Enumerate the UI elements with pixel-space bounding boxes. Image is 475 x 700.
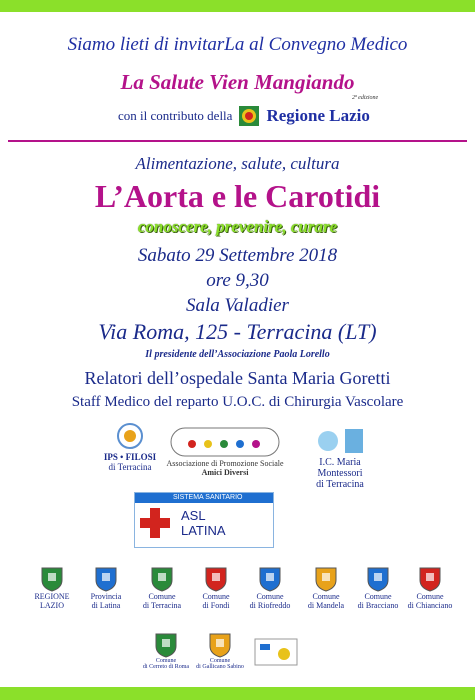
partner-logo-small — [254, 638, 298, 666]
region-name: Regione Lazio — [266, 106, 370, 125]
sponsor-logo — [244, 566, 296, 610]
sponsor-line1: REGIONE — [34, 592, 70, 601]
sponsor-logo — [404, 566, 456, 610]
coat-of-arms-icon — [155, 632, 177, 658]
sponsor-line2: di Latina — [91, 601, 121, 610]
amici-line2: Amici Diversi — [201, 468, 249, 477]
coat-of-arms-icon — [259, 566, 281, 592]
contribution-row — [118, 104, 370, 128]
coat-of-arms-icon — [367, 566, 389, 592]
association-president: Il presidente dell’Associazione Paola Lorello — [145, 349, 330, 360]
sponsor-line1: Comune — [312, 592, 340, 601]
sponsor-line1: Comune — [155, 658, 177, 664]
sponsor-logo — [80, 566, 132, 610]
sponsor-line2: di Fondi — [202, 601, 230, 610]
coat-of-arms-icon — [419, 566, 441, 592]
top-green-bar — [0, 0, 475, 12]
sponsor-line2: di Cerreto di Roma — [142, 664, 190, 670]
sponsor-line1: Provincia — [90, 592, 122, 601]
sponsor-line2: di Gallicano Sabino — [196, 664, 244, 670]
coat-of-arms-icon — [315, 566, 337, 592]
divider-line — [8, 140, 467, 142]
event-date: Sabato 29 Settembre 2018 — [137, 245, 338, 266]
coat-of-arms-icon — [95, 566, 117, 592]
montessori-line1: I.C. Maria Montessori — [317, 457, 363, 479]
asl-name-line1: ASL — [181, 508, 206, 523]
asl-latina-logo — [134, 492, 274, 548]
event-venue: Sala Valadier — [186, 295, 289, 316]
event-theme: Alimentazione, salute, cultura — [135, 154, 340, 173]
sponsor-line1: Comune — [416, 592, 444, 601]
sponsor-line1: Comune — [148, 592, 176, 601]
asl-name-line2: LATINA — [181, 523, 226, 538]
montessori-emblem-icon — [315, 427, 365, 455]
bottom-green-bar — [0, 687, 475, 700]
sponsor-logo — [136, 632, 196, 670]
amici-diversi-badge-icon — [170, 427, 280, 457]
ips-line1: IPS • FILOSI — [103, 452, 157, 462]
asl-system-label: SISTEMA SANITARIO REGIONALE — [135, 493, 273, 503]
sponsor-logo — [300, 566, 352, 610]
coat-of-arms-icon — [205, 566, 227, 592]
sponsor-line2: di Riofreddo — [249, 601, 291, 610]
sponsor-line1: Comune — [202, 592, 230, 601]
regione-lazio-logo-icon — [238, 105, 260, 127]
sponsor-line2: di Terracina — [142, 601, 182, 610]
coat-of-arms-icon — [41, 566, 63, 592]
sponsor-line1: Comune — [256, 592, 284, 601]
coat-of-arms-icon — [209, 632, 231, 658]
sponsor-line2: di Chianciano — [407, 601, 453, 610]
sponsor-logo — [26, 566, 78, 610]
sponsor-logo — [190, 566, 242, 610]
invitation-line: Siamo lieti di invitarLa al Convegno Medico — [67, 34, 408, 55]
sponsor-line2: LAZIO — [40, 601, 64, 610]
sponsor-logo — [136, 566, 188, 610]
ips-line2: di Terracina — [108, 462, 152, 472]
amici-line1: Associazione di Promozione Sociale — [166, 459, 284, 468]
partner-emblem-icon — [254, 638, 298, 666]
staff-line: Staff Medico del reparto U.O.C. di Chirurgia Vascolare — [71, 394, 404, 410]
event-time: ore 9,30 — [206, 270, 269, 291]
sponsor-logo — [190, 632, 250, 670]
ips-filosi-emblem-icon — [116, 422, 144, 450]
event-address: Via Roma, 125 - Terracina (LT) — [98, 319, 377, 344]
event-motto: conoscere, prevenire, curare — [137, 217, 338, 236]
ips-filosi-logo — [100, 422, 160, 472]
montessori-logo — [300, 427, 380, 490]
speakers-line: Relatori dell’ospedale Santa Maria Goretti — [84, 368, 391, 388]
conference-title: La Salute Vien Mangiando — [120, 70, 355, 94]
medical-cross-icon — [139, 507, 171, 539]
edition-label: 2ª edizione — [352, 95, 379, 101]
amici-diversi-logo — [160, 427, 290, 477]
montessori-line2: di Terracina — [316, 479, 364, 490]
sponsor-logo — [352, 566, 404, 610]
sponsor-line2: di Bracciano — [357, 601, 399, 610]
sponsor-line1: Comune — [209, 658, 231, 664]
sponsor-line1: Comune — [364, 592, 392, 601]
coat-of-arms-icon — [151, 566, 173, 592]
event-title: L’Aorta e le Carotidi — [94, 178, 381, 214]
sponsor-line2: di Mandela — [307, 601, 345, 610]
contribution-text: con il contributo della — [118, 108, 233, 123]
